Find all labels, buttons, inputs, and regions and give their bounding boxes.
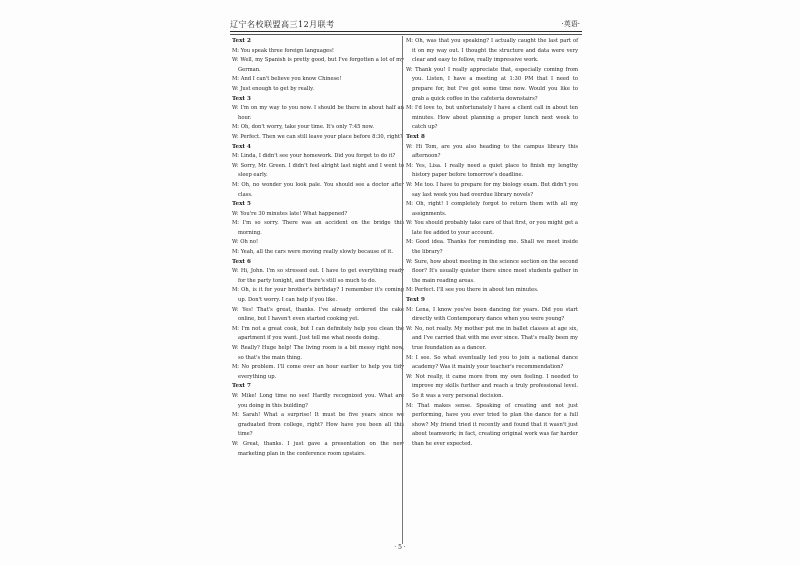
- dialogue-line: W: I'm on my way to you now. I should be there in about half an hour.: [232, 105, 404, 121]
- dialogue-line: M: Perfect. I'll see you there in about ten minutes.: [406, 287, 539, 294]
- section-title: Text 5: [232, 201, 251, 208]
- right-column: [406, 37, 578, 450]
- dialogue-line: M: Lena, I know you've been dancing for years. Did you start directly with Contemporary dance when you were young?: [406, 306, 578, 323]
- dialogue-line: M: Oh, right! I completely forgot to return them with all my assignments.: [406, 201, 578, 217]
- dialogue-line: W: Perfect. Then we can still leave your place before 8:30, right?: [232, 133, 403, 140]
- dialogue-line: W: Great, thanks. I just gave a presentation on the new marketing plan in the conference room upstairs.: [232, 440, 404, 457]
- dialogue-line: M: Good idea. Thanks for reminding me. Shall we meet inside the library?: [406, 239, 578, 256]
- header-subject: ·英语·: [561, 20, 580, 28]
- header-exam-title: 辽宁名校联盟高三12月联考: [230, 20, 335, 29]
- column-divider: [402, 36, 403, 544]
- dialogue-line: W: Thank you! I really appreciate that, especially coming from you. Listen, I have a meeting at 1:30 PM that I need to prepare for, but I've got some time now. Would you like to grab a quick coffee in the cafeteria downstairs?: [406, 66, 578, 102]
- dialogue-line: M: That makes sense. Speaking of creating and not just performing, have you ever tried to plan the dance for a full show? My friend tried it recently and found that it wasn't just about teamwork; in fact, creating original work was far harder than he ever expected.: [406, 402, 578, 447]
- dialogue-line: W: You're 30 minutes late! What happened?: [232, 210, 348, 217]
- dialogue-line: M: Sarah! What a surprise! It must be five years since we graduated from college, right? How have you been all this time?: [232, 412, 404, 438]
- dialogue-line: M: Oh, don't worry, take your time. It's only 7:45 now.: [232, 124, 375, 131]
- section-title: Text 8: [406, 133, 425, 140]
- dialogue-line: W: Hi, John. I'm so stressed out. I have to get everything ready for the party tonight, and there's still so much to do.: [232, 268, 404, 284]
- page-number: · 5 ·: [394, 544, 406, 551]
- section-title: Text 3: [232, 95, 251, 102]
- section-title: Text 7: [232, 383, 251, 390]
- section-title: Text 2: [232, 38, 251, 44]
- section-title: Text 9: [406, 297, 425, 304]
- dialogue-line: M: I see. So what eventually led you to join a national dance academy? Was it mainly your teacher's recommendation?: [406, 354, 578, 371]
- dialogue-line: W: Sorry, Mr. Green. I didn't feel alright last night and I went to sleep early.: [232, 162, 404, 179]
- dialogue-line: M: No problem. I'll come over an hour earlier to help you tidy everything up.: [232, 364, 404, 380]
- dialogue-line: M: Oh, was that you speaking? I actually caught the last part of it on my way out. I thought the structure and data were very clear and easy to follow, really impressive work.: [406, 38, 578, 64]
- dialogue-line: W: Oh no!: [232, 239, 259, 246]
- left-column: [232, 37, 404, 459]
- dialogue-line: W: Really? Huge help! The living room is a bit messy right now, so that's the main thing.: [232, 345, 404, 361]
- header-rule-thin: [230, 34, 582, 35]
- dialogue-line: M: Yes, Lisa. I really need a quiet place to finish my lengthy history paper before tomorrow's deadline.: [406, 162, 578, 179]
- dialogue-line: W: Sure, how about meeting in the science section on the second floor? It's usually quieter there since most students gather in the main reading areas.: [406, 258, 578, 284]
- dialogue-line: M: Linda, I didn't see your homework. Did you forget to do it?: [232, 153, 396, 160]
- section-title: Text 6: [232, 258, 251, 265]
- dialogue-line: W: No, not really. My mother put me in ballet classes at age six, and I've carried that with me ever since. That's really been my true foundation as a dancer.: [406, 325, 578, 351]
- dialogue-line: W: Me too. I have to prepare for my biology exam. But didn't you say last week you had overdue library novels?: [406, 181, 578, 198]
- dialogue-line: M: Oh, is it for your brother's birthday? I remember it's coming up. Don't worry. I can help if you like.: [232, 287, 404, 304]
- dialogue-line: W: You should probably take care of that first, or you might get a late fee added to your account.: [406, 220, 578, 236]
- dialogue-line: M: You speak three foreign languages!: [232, 47, 334, 54]
- dialogue-line: W: Hi Tom, are you also heading to the campus library this afternoon?: [406, 143, 578, 160]
- dialogue-line: W: Not really, it came more from my own feeling. I needed to improve my skills further and reach a truly professional level. So it was a very personal decision.: [406, 373, 578, 399]
- dialogue-line: M: And I can't believe you know Chinese!: [232, 76, 342, 83]
- header-rule: [230, 31, 582, 32]
- dialogue-line: W: Well, my Spanish is pretty good, but I've forgotten a lot of my German.: [232, 57, 404, 73]
- dialogue-line: W: Yes! That's great, thanks. I've already ordered the cake online, but I haven't even started cooking yet.: [232, 306, 404, 323]
- dialogue-line: M: I'd love to, but unfortunately I have a client call in about ten minutes. How about planning a proper lunch next week to catch up?: [406, 105, 578, 131]
- dialogue-line: M: Oh, no wonder you look pale. You should see a doctor after class.: [232, 181, 404, 198]
- dialogue-line: W: Just enough to get by really.: [232, 85, 315, 92]
- dialogue-line: M: I'm so sorry. There was an accident on the bridge this morning.: [232, 220, 404, 236]
- dialogue-line: M: I'm not a great cook, but I can definitely help you clean the apartment if you want. Just tell me what needs doing.: [232, 325, 404, 342]
- dialogue-line: M: Yeah, all the cars were moving really slowly because of it.: [232, 249, 393, 256]
- section-title: Text 4: [232, 143, 251, 150]
- dialogue-line: W: Mike! Long time no see! Hardly recognized you. What are you doing in this building?: [232, 392, 404, 409]
